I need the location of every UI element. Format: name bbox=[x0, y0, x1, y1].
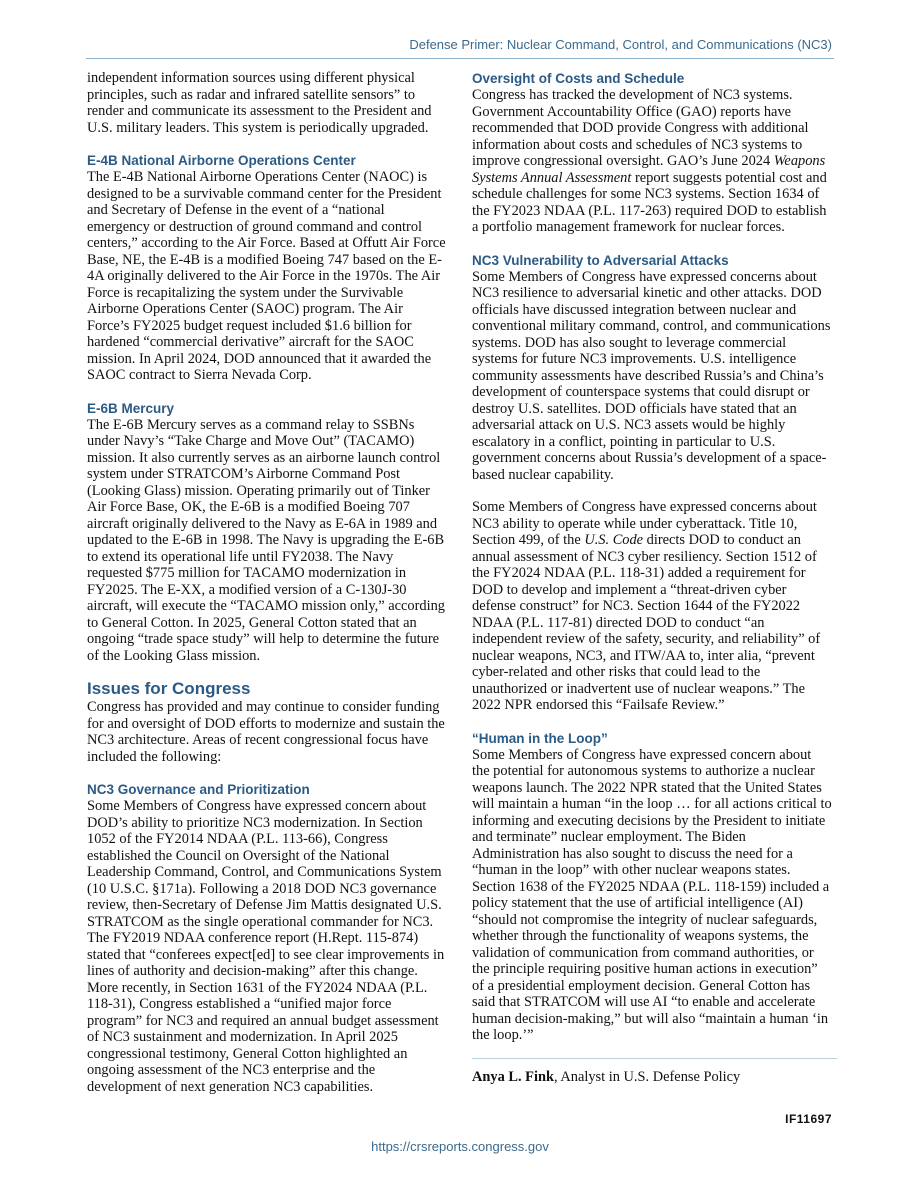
author-role: , Analyst in U.S. Defense Policy bbox=[553, 1068, 741, 1085]
oversight-paragraph bbox=[472, 87, 832, 236]
section-heading-governance: NC3 Governance and Prioritization bbox=[87, 782, 310, 797]
cyber-text-2: directs DOD to conduct an annual assessment of NC3 cyber resiliency. Section 1512 of the FY2024 NDAA (P.L. 118-31) added a requirement for DOD to develop and implement a “threat-driven cyber defense construct” for NC3. Section 1644 of the FY2022 NDAA (P.L. 117-81) directed DOD to conduct “an independent review of the safety, security, and reliability” of nuclear weapons, NC3, and ITW/AA to, inter alia, “prevent cyber-related and other risks that could lead to the unauthorized or inadvertent use of nuclear weapons.” The 2022 NPR endorsed this “Failsafe Review.” bbox=[472, 532, 821, 713]
running-header-title: Defense Primer: Nuclear Command, Control, and Communications (NC3) bbox=[409, 37, 832, 52]
cyber-code-title: U.S. Code bbox=[584, 532, 644, 548]
oversight-text-2: report suggests potential cost and schedule challenges for some NC3 systems. Section 1634 of the FY2023 NDAA (P.L. 117-263) required DOD to establish a portfolio management framework for nuclear forces. bbox=[472, 169, 827, 235]
document-id: IF11697 bbox=[785, 1112, 832, 1126]
right-column bbox=[472, 70, 832, 1085]
human-loop-paragraph: Some Members of Congress have expressed concern about the potential for autonomous systems to authorize a nuclear weapons launch. The 2022 NPR stated that the United States will maintain a human “in the loop … for all actions critical to informing and executing decisions by the President to initiate and terminate” nuclear employment. The Biden Administration has also sought to discuss the need for a “human in the loop” with other nuclear weapons states. Section 1638 of the FY2025 NDAA (P.L. 118-159) included a policy statement that the use of artificial intelligence (AI) “should not compromise the integrity of nuclear safeguards, whether through the functionality of weapons systems, the validation of communication from command authorities, or the principle requiring positive human actions in execution” of a presidential employment decision. General Cotton has said that STRATCOM will use AI “to enable and accelerate human decision-making,” but will also “maintain a human ‘in the loop.’” bbox=[472, 746, 832, 1043]
author-name: Anya L. Fink bbox=[472, 1068, 554, 1085]
footer-url-link[interactable]: https://crsreports.congress.gov bbox=[371, 1139, 549, 1154]
author-line bbox=[472, 1069, 832, 1086]
intro-paragraph: independent information sources using different physical principles, such as radar and infrared satellite sensors” to render and communicate its assessment to the President and U.S. military leaders. This system is periodically upgraded. bbox=[87, 70, 432, 136]
oversight-report-title: Weapons Systems Annual Assessment bbox=[472, 153, 826, 186]
e6b-paragraph: The E-6B Mercury serves as a command relay to SSBNs under Navy’s “Take Charge and Move Out” (TACAMO) mission. It also currently serves as an airborne launch control system under STRATCOM’s Airborne Command Post (Looking Glass) mission. Operating primarily out of Tinker Air Force Base, OK, the E-6B is a modified Boeing 707 aircraft originally delivered to the Navy as E-6A in 1989 and updated to the E-6B in 1998. The Navy is upgrading the E-6B to extend its operational life until FY2038. The Navy requested $775 million for TACAMO modernization in FY2025. The E-XX, a modified version of a C-130J-30 aircraft, will execute the “TACAMO mission only,” according to General Cotton. In 2025, General Cotton stated that an ongoing “trade space study” will help to determine the future of the Looking Glass mission. bbox=[87, 416, 445, 664]
governance-paragraph: Some Members of Congress have expressed concern about DOD’s ability to prioritize NC3 modernization. In Section 1052 of the FY2014 NDAA (P.L. 113-66), Congress established the Council on Oversight of the National Leadership Command, Control, and Communications System (10 U.S.C. §171a). Following a 2018 DOD NC3 governance review, then-Secretary of Defense Jim Mattis designated U.S. STRATCOM as the single operational commander for NC3. The FY2019 NDAA conference report (H.Rept. 115-874) stated that “conferees expect[ed] to see clear improvements in lines of authority and decision-making” after this change. More recently, in Section 1631 of the FY2024 NDAA (P.L. 118-31), Congress established a “unified major force program” for NC3 and required an annual budget assessment of NC3 sustainment and modernization. In April 2025 congressional testimony, General Cotton highlighted an ongoing assessment of the NC3 enterprise and the development of next generation NC3 capabilities. bbox=[87, 798, 445, 1095]
section-heading-issues: Issues for Congress bbox=[87, 679, 251, 698]
issues-paragraph: Congress has provided and may continue to consider funding for and oversight of DOD efforts to modernize and sustain the NC3 architecture. Areas of recent congressional focus have included the following: bbox=[87, 699, 445, 765]
section-heading-human-loop: “Human in the Loop” bbox=[472, 730, 608, 746]
section-heading-e6b: E-6B Mercury bbox=[87, 400, 175, 416]
header-rule bbox=[86, 58, 834, 59]
section-heading-vulnerability: NC3 Vulnerability to Adversarial Attacks bbox=[472, 252, 729, 268]
vulnerability-paragraph: Some Members of Congress have expressed concerns about NC3 resilience to adversarial kinetic and other attacks. DOD officials have discussed integration between nuclear and conventional military command, control, and communications systems. DOD has also sought to leverage commercial systems for future NC3 improvements. U.S. intelligence community assessments have described Russia’s and China’s development of counterspace systems that could disrupt or destroy U.S. satellites. DOD officials have stated that an adversarial attack on U.S. NC3 assets would be highly escalatory in a conflict, pointing in particular to U.S. government concerns about Russia’s development of a space-based nuclear capability. bbox=[472, 268, 831, 483]
e4b-paragraph: The E-4B National Airborne Operations Center (NAOC) is designed to be a survivable command center for the President and Secretary of Defense in the event of a “national emergency or destruction of ground command and control centers,” according to the Air Force. Based at Offutt Air Force Base, NE, the E-4B is a modified Boeing 747 based on the E-4A originally delivered to the Air Force in the 1970s. The Air Force is recapitalizing the system under the Survivable Airborne Operations Center (SAOC) program. The Air Force’s FY2025 budget request included $1.6 billion for hardened “commercial derivative” aircraft for the SAOC mission. In April 2024, DOD announced that it awarded the SAOC contract to Sierra Nevada Corp. bbox=[87, 169, 446, 383]
left-column bbox=[87, 70, 447, 1095]
section-heading-e4b: E-4B National Airborne Operations Center bbox=[87, 153, 356, 168]
oversight-text-1: Congress has tracked the development of NC3 systems. Government Accountability Office (GAO) reports have recommended that DOD provide Congress with additional information about costs and schedules of NC3 systems to improve congressional oversight. GAO’s June 2024 bbox=[472, 87, 809, 169]
cyber-text-1: Some Members of Congress have expressed concerns about NC3 ability to operate while under cyberattack. Title 10, Section 499, of the bbox=[472, 499, 817, 548]
cyber-paragraph bbox=[472, 499, 832, 714]
section-heading-oversight: Oversight of Costs and Schedule bbox=[472, 71, 685, 86]
author-rule bbox=[472, 1058, 837, 1059]
